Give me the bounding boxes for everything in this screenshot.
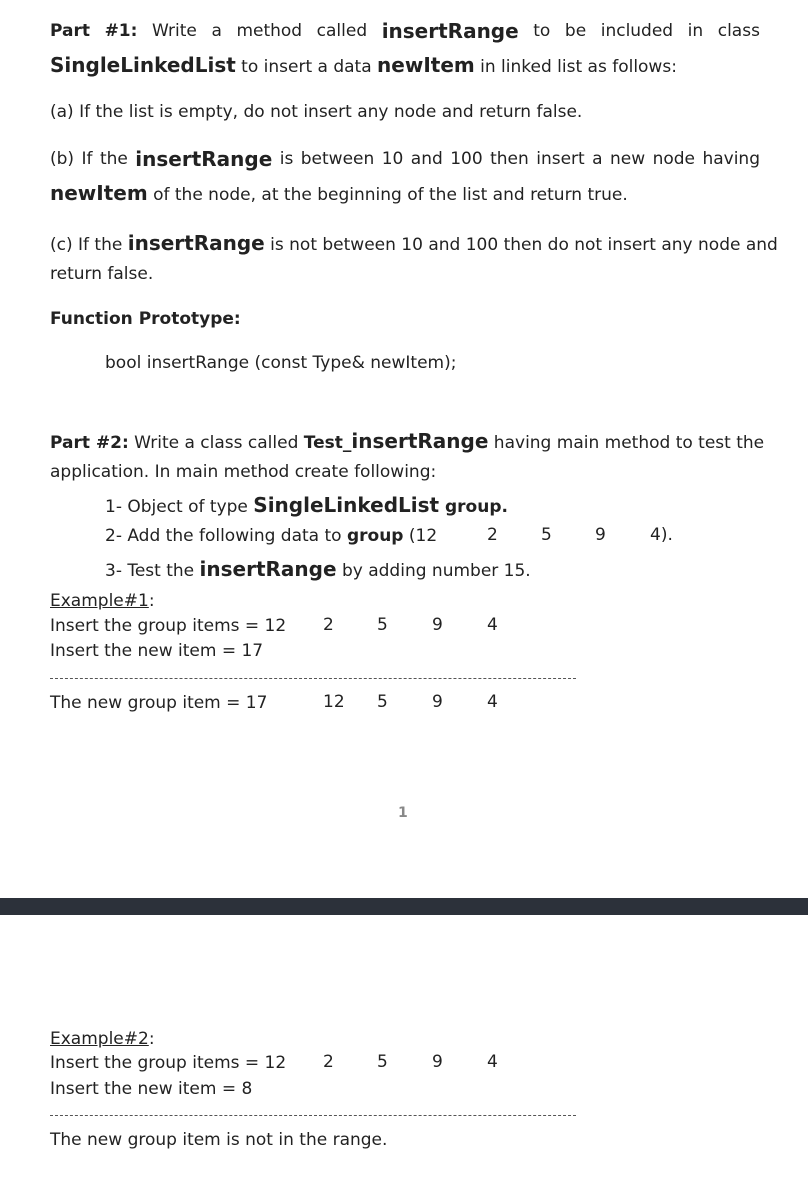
example-title-text: Example#2 <box>50 1029 149 1049</box>
example2-items-label: Insert the group items = 12 <box>50 1053 287 1073</box>
example2-item: 4 <box>487 1052 498 1072</box>
page-number: 1 <box>398 805 408 821</box>
word: to <box>533 21 551 41</box>
word: in <box>687 21 704 41</box>
word: be <box>564 21 587 41</box>
text: having main method to test the <box>488 433 765 453</box>
word: called <box>316 21 368 41</box>
part2-heading-line <box>50 429 765 454</box>
divider <box>50 1115 576 1116</box>
example1-item: 2 <box>323 615 334 635</box>
text: 1- Object of type <box>105 497 254 517</box>
prototype-heading: Function Prototype: <box>50 309 241 329</box>
example1-item: 5 <box>377 615 388 635</box>
word: a <box>211 21 222 41</box>
example2-item: 9 <box>432 1052 443 1072</box>
word: Part <box>50 21 90 41</box>
word: then <box>490 149 529 169</box>
word: a <box>592 149 603 169</box>
example2-item: 2 <box>323 1052 334 1072</box>
part2-line-2: application. In main method create following: <box>50 462 437 482</box>
example1-result-item: 5 <box>377 692 388 712</box>
item-name: newItem <box>377 53 475 77</box>
text: (c) If the <box>50 235 128 255</box>
condition-b-line-2 <box>50 182 628 206</box>
document-page-2 <box>0 915 808 1190</box>
class-suffix: insertRange <box>351 429 489 453</box>
example2-result: The new group item is not in the range. <box>50 1130 388 1150</box>
example1-item: 9 <box>432 615 443 635</box>
word: #1: <box>104 21 138 41</box>
prototype-code: bool insertRange (const Type& newItem); <box>105 353 457 373</box>
text: 3- Test the <box>105 561 200 581</box>
word: insert <box>536 149 585 169</box>
word: the <box>99 149 128 169</box>
text: group. <box>439 497 508 517</box>
example2-title <box>50 1028 155 1050</box>
word: If <box>81 149 93 169</box>
example1-result-label: The new group item = 17 <box>50 693 268 713</box>
step-1 <box>105 494 508 518</box>
text: is not between 10 and 100 then do not insert any node and <box>264 235 778 255</box>
example1-result-item: 12 <box>323 692 345 712</box>
word: method <box>236 21 303 41</box>
data-value: 5 <box>541 525 552 545</box>
condition-c-line-1 <box>50 232 778 256</box>
example2-new-item: Insert the new item = 8 <box>50 1079 253 1099</box>
word: is <box>279 149 294 169</box>
word: 10 <box>381 149 404 169</box>
word-keyword: insertRange <box>381 19 519 43</box>
data-value: 2 <box>487 525 498 545</box>
word: node <box>652 149 696 169</box>
text: in linked list as follows: <box>474 57 677 77</box>
data-value: 9 <box>595 525 606 545</box>
item-name: newItem <box>50 181 148 205</box>
word: between <box>300 149 375 169</box>
example1-new-item: Insert the new item = 17 <box>50 641 264 661</box>
divider <box>50 678 576 679</box>
condition-c-line-2: return false. <box>50 264 154 284</box>
class-name: SingleLinkedList <box>253 493 440 517</box>
word-keyword: insertRange <box>135 147 273 171</box>
step-2 <box>105 525 437 547</box>
word: having <box>702 149 760 169</box>
text: (12 <box>403 526 438 546</box>
colon: : <box>148 1029 155 1049</box>
word: included <box>600 21 674 41</box>
keyword: insertRange <box>127 231 265 255</box>
word: new <box>610 149 646 169</box>
step-3 <box>105 558 531 582</box>
part2-label: Part #2: <box>50 433 129 453</box>
word: Write <box>152 21 197 41</box>
word: class <box>717 21 760 41</box>
example1-items-label: Insert the group items = 12 <box>50 616 287 636</box>
condition-b-line-1 <box>50 148 760 170</box>
page-separator <box>0 898 808 915</box>
group-name: group <box>346 526 404 546</box>
part1-heading-line <box>50 20 760 42</box>
example1-result-item: 4 <box>487 692 498 712</box>
word: 100 <box>450 149 483 169</box>
example1-title <box>50 590 155 612</box>
example2-item: 5 <box>377 1052 388 1072</box>
data-value: 4). <box>650 525 673 545</box>
part1-line-2 <box>50 54 677 78</box>
text: 2- Add the following data to <box>105 526 347 546</box>
text: Write a class called <box>128 433 304 453</box>
text: by adding number 15. <box>336 561 531 581</box>
class-name: SingleLinkedList <box>50 53 236 77</box>
condition-a: (a) If the list is empty, do not insert any node and return false. <box>50 102 583 122</box>
example-title-text: Example#1 <box>50 591 149 611</box>
keyword: insertRange <box>199 557 337 581</box>
word: (b) <box>50 149 75 169</box>
example1-result-item: 9 <box>432 692 443 712</box>
text: to insert a data <box>235 57 378 77</box>
example1-item: 4 <box>487 615 498 635</box>
colon: : <box>148 591 155 611</box>
class-prefix: Test_ <box>303 433 352 453</box>
text: of the node, at the beginning of the list and return true. <box>147 185 628 205</box>
word: and <box>410 149 443 169</box>
